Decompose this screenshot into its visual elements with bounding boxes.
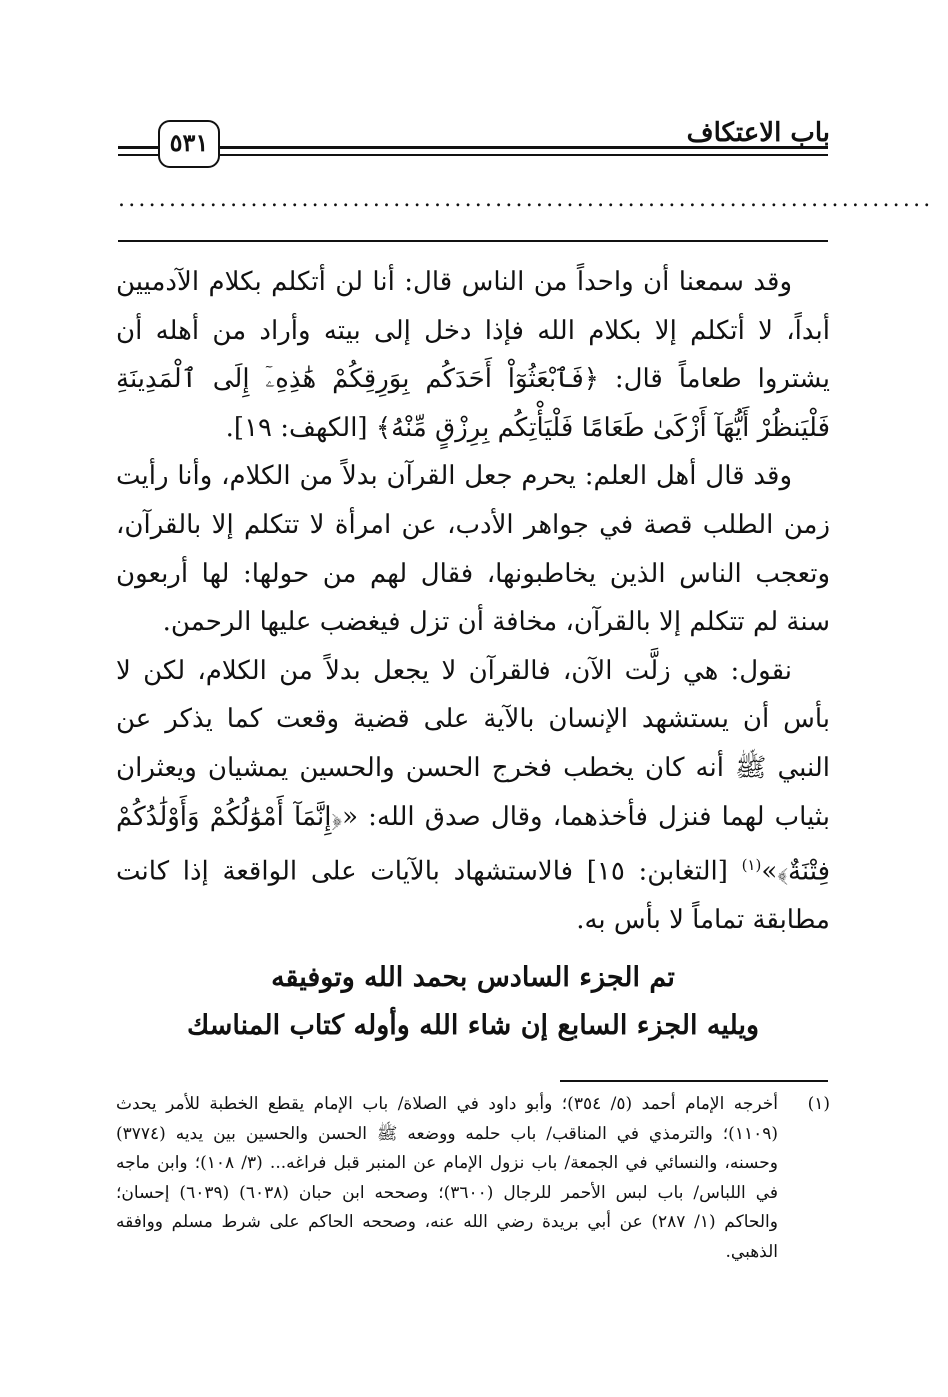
footnote-marker: (١)	[807, 1094, 830, 1114]
chapter-title: باب الاعتكاف	[686, 118, 830, 148]
paragraph	[116, 647, 830, 945]
paragraph-text: وقد سمعنا أن واحداً من الناس قال: أنا لن أتكلم بكلام الآدميين أبداً، لا أتكلم إلا بكلام الله فإذا دخل إلى بيته وأراد من أهله أن يشتروا طعاماً قال:	[116, 267, 830, 395]
footnote-reference[interactable]: (١)	[741, 856, 762, 875]
footnote-rule	[560, 1080, 828, 1082]
next-volume-line: ويليه الجزء السابع إن شاء الله وأوله كتاب المناسك	[186, 1010, 760, 1041]
paragraph	[116, 258, 830, 452]
header-double-rule	[218, 146, 828, 156]
page-number: ٥٣١	[158, 120, 220, 168]
footnote	[116, 1090, 830, 1267]
footnote-text: أخرجه الإمام أحمد (٥/ ٣٥٤)؛ وأبو داود في الصلاة/ باب الإمام يقطع الخطبة للأمر يحدث (١١٠٩)؛ والترمذي في المناقب/ باب حلمه ووضعه ﷺ الحسن والحسين بين يديه (٣٧٧٤) وحسنه، والنسائي في الجمعة/ باب نزول الإمام عن المنبر قبل فراغه... (٣/ ١٠٨)؛ وابن ماجه في اللباس/ باب لبس الأحمر للرجال (٣٦٠٠)؛ وصححه ابن حبان (٦٠٣٨) (٦٠٣٩) إحسان؛ والحاكم (١/ ٢٨٧) عن أبي بريدة رضي الله عنه، وصححه الحاكم على شرط مسلم ووافقه الذهبي.	[116, 1094, 778, 1262]
paragraph-text: [التغابن: ١٥] فالاستشهاد بالآيات على الواقعة إذا كانت مطابقة تماماً لا بأس به.	[116, 856, 830, 936]
volume-end-line: تم الجزء السادس بحمد الله وتوفيقه	[271, 962, 675, 993]
paragraph: وقد قال أهل العلم: يحرم جعل القرآن بدلاً من الكلام، وأنا رأيت زمن الطلب قصة في جواهر الأدب، عن امرأة لا تتكلم إلا بالقرآن، وتعجب الناس الذين يخاطبونها، فقال لهم من حولها: لها أربعون سنة لم تتكلم إلا بالقرآن، مخافة أن تزل فيغضب عليها الرحمن.	[116, 461, 830, 638]
header-double-rule-short	[118, 146, 158, 156]
quran-verse: «﴿إِنَّمَآ أَمْوَٰلُكُمْ وَأَوْلَٰدُكُمْ فِتْنَةٌ﴾»	[116, 801, 830, 887]
dotted-separator: ................................................................................	[118, 187, 934, 212]
body-top-rule	[118, 240, 828, 242]
paragraph-text: نقول: هي زلَّت الآن، فالقرآن لا يجعل بدلاً من الكلام، لكن لا بأس أن يستشهد الإنسان بالآية على قضية وقعت كما يذكر عن النبي ﷺ أنه كان يخطب فخرج الحسن والحسين يمشيان ويعثران بثياب لهما فنزل فأخذهما، وقال صدق الله:	[116, 655, 830, 832]
surah-reference: [الكهف: ١٩].	[225, 412, 376, 443]
main-text	[116, 258, 830, 945]
quran-verse: ﴿فَٱبْعَثُوٓاْ أَحَدَكُم بِوَرِقِكُمْ هَٰذِهِۦٓ إِلَى ٱلْمَدِينَةِ فَلْيَنظُرْ أَيُّهَآ أَزْكَىٰ طَعَامًا فَلْيَأْتِكُم بِرِزْقٍ مِّنْهُ﴾	[116, 364, 830, 443]
